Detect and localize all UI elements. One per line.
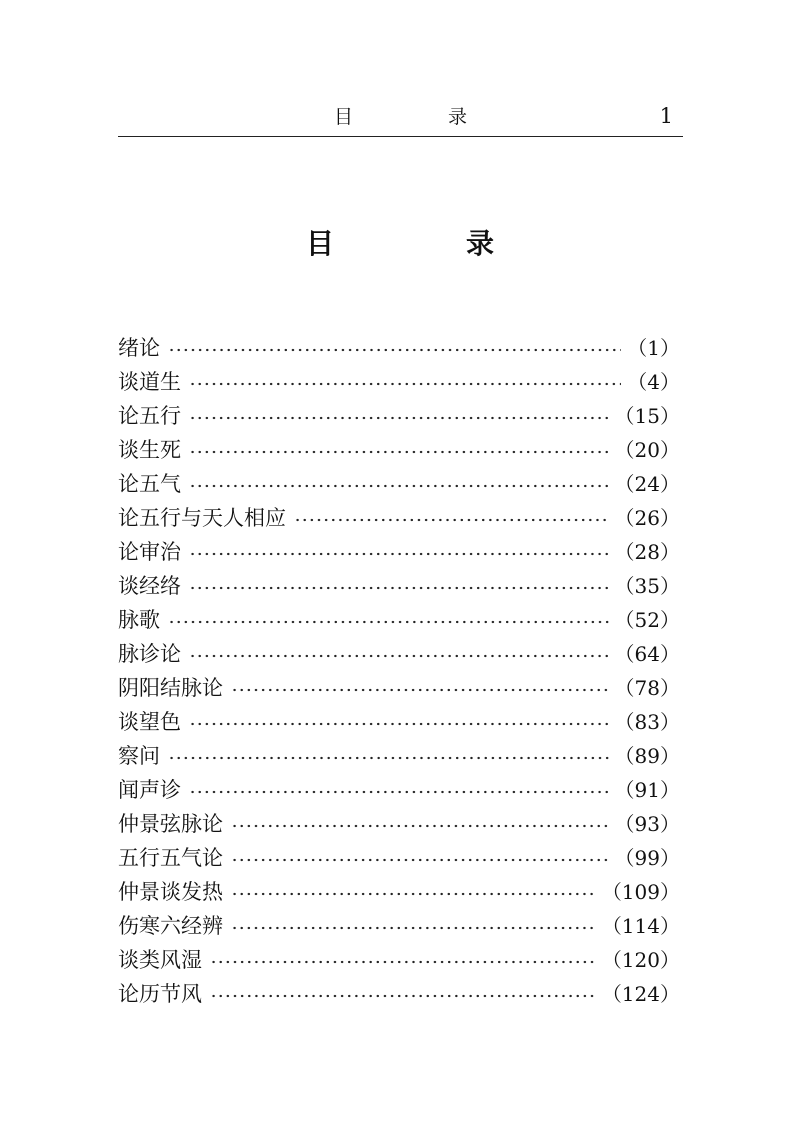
dot-leader	[189, 585, 609, 591]
toc-entry-title: 五行五气论	[118, 846, 223, 870]
toc-entry-page: （52）	[614, 608, 680, 632]
toc-entry-title: 论五气	[118, 472, 181, 496]
toc-entry-title: 仲景弦脉论	[118, 812, 223, 836]
toc-entry-title: 论历节风	[118, 982, 202, 1006]
toc-entry-title: 绪论	[118, 336, 160, 360]
toc-entry-title: 谈望色	[118, 710, 181, 734]
dot-leader	[210, 959, 596, 965]
toc-entry-page: （114）	[601, 914, 680, 938]
toc-entry-page: （78）	[614, 676, 680, 700]
toc-entry[interactable]	[118, 671, 680, 705]
toc-entry-page: （20）	[614, 438, 680, 462]
dot-leader	[294, 517, 609, 523]
toc-entry-page: （64）	[614, 642, 680, 666]
toc-entry-title: 谈生死	[118, 438, 181, 462]
page-number: 1	[659, 104, 673, 128]
toc-entry[interactable]	[118, 637, 680, 671]
toc-entry-page: （24）	[614, 472, 680, 496]
toc-entry-page: （124）	[601, 982, 680, 1006]
page-title: 目 录	[305, 227, 546, 260]
toc-entry[interactable]	[118, 501, 680, 535]
toc-entry[interactable]	[118, 331, 680, 365]
dot-leader	[231, 687, 609, 693]
toc-entry[interactable]	[118, 841, 680, 875]
toc-entry[interactable]	[118, 433, 680, 467]
dot-leader	[189, 415, 609, 421]
toc-entry-page: （93）	[614, 812, 680, 836]
toc-entry-title: 谈经络	[118, 574, 181, 598]
toc-entry-title: 仲景谈发热	[118, 880, 223, 904]
dot-leader	[210, 993, 596, 999]
toc-entry-page: （99）	[614, 846, 680, 870]
toc-entry-title: 论五行	[118, 404, 181, 428]
dot-leader	[168, 347, 621, 353]
toc-entry[interactable]	[118, 705, 680, 739]
dot-leader	[231, 857, 609, 863]
dot-leader	[189, 789, 609, 795]
dot-leader	[189, 449, 609, 455]
dot-leader	[189, 483, 609, 489]
toc-entry-page: （4）	[627, 370, 680, 394]
dot-leader	[231, 823, 609, 829]
toc-entry[interactable]	[118, 603, 680, 637]
dot-leader	[189, 721, 609, 727]
toc-entry[interactable]	[118, 875, 680, 909]
toc-entry[interactable]	[118, 977, 680, 1011]
dot-leader	[231, 925, 596, 931]
toc-entry-title: 阴阳结脉论	[118, 676, 223, 700]
toc-entry-page: （35）	[614, 574, 680, 598]
toc-entry-page: （120）	[601, 948, 680, 972]
dot-leader	[189, 551, 609, 557]
dot-leader	[168, 755, 609, 761]
toc-entry[interactable]	[118, 807, 680, 841]
dot-leader	[231, 891, 596, 897]
toc-entry[interactable]	[118, 773, 680, 807]
toc-entry-title: 伤寒六经辨	[118, 914, 223, 938]
dot-leader	[168, 619, 609, 625]
toc-entry[interactable]	[118, 365, 680, 399]
running-header	[118, 100, 683, 137]
toc-entry-title: 脉诊论	[118, 642, 181, 666]
toc-entry-title: 脉歌	[118, 608, 160, 632]
toc-entry[interactable]	[118, 569, 680, 603]
toc-entry-page: （89）	[614, 744, 680, 768]
toc-entry[interactable]	[118, 399, 680, 433]
toc-entry-page: （91）	[614, 778, 680, 802]
toc-entry-title: 论五行与天人相应	[118, 506, 286, 530]
toc-entry[interactable]	[118, 943, 680, 977]
toc-entry-page: （109）	[601, 880, 680, 904]
toc-entry-title: 谈道生	[118, 370, 181, 394]
toc-entry-page: （1）	[627, 336, 680, 360]
dot-leader	[189, 653, 609, 659]
toc-entry[interactable]	[118, 909, 680, 943]
table-of-contents	[118, 331, 680, 1011]
toc-entry-title: 论审治	[118, 540, 181, 564]
dot-leader	[189, 381, 621, 387]
toc-entry-page: （28）	[614, 540, 680, 564]
toc-entry-page: （15）	[614, 404, 680, 428]
toc-entry-title: 谈类风湿	[118, 948, 202, 972]
running-header-title: 目 录	[333, 106, 505, 128]
toc-entry[interactable]	[118, 535, 680, 569]
toc-entry-page: （83）	[614, 710, 680, 734]
toc-entry[interactable]	[118, 739, 680, 773]
toc-entry-page: （26）	[614, 506, 680, 530]
toc-entry-title: 闻声诊	[118, 778, 181, 802]
toc-entry[interactable]	[118, 467, 680, 501]
toc-entry-title: 察问	[118, 744, 160, 768]
